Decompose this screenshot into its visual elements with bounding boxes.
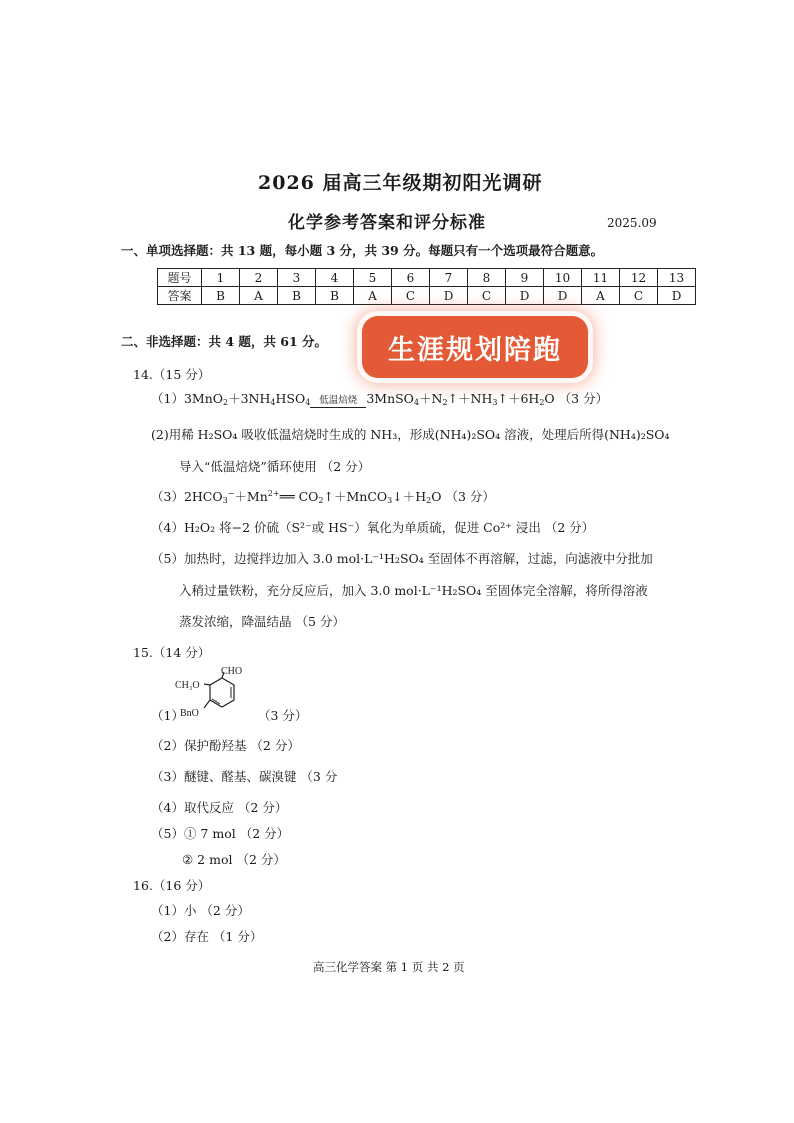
question-number-cell: 1 — [202, 269, 240, 287]
answer-cell: A — [582, 287, 620, 305]
date-label: 2025.09 — [607, 216, 657, 230]
q14-answer-5-line-3: 蒸发浓缩，降温结晶 （5 分） — [179, 614, 345, 629]
question-number-cell: 11 — [582, 269, 620, 287]
q14-a4-text: H₂O₂ 将−2 价硫（S²⁻或 HS⁻）氧化为单质硫，促进 Co²⁺ 浸出 （2 分） — [183, 520, 595, 535]
q14-answer-3: $(3)2HCO_3^-+Mn^{2+}══$ $CO_2↑+MnCO_3↓+H_2O$ （3 分） — [151, 489, 495, 505]
answer-table — [157, 268, 696, 305]
answer-cell: D — [430, 287, 468, 305]
answer-cell: C — [468, 287, 506, 305]
table-header-cell: 题号 — [158, 269, 202, 287]
q14-a4-number: （4） — [151, 520, 184, 535]
benzyloxy-label: BnO — [180, 708, 199, 719]
q14-answer-5-line-2: 入稍过量铁粉，充分反应后，加入 3.0 mol·L⁻¹H₂SO₄ 至固体完全溶解，将所得溶液 — [179, 583, 648, 598]
benzaldehyde-structure-icon — [172, 664, 248, 724]
q16-heading: 16.（16 分） — [133, 878, 211, 893]
q14-answer-1: $(1)3MnO_2+3NH_4HSO_4$ 低温焙烧 $3MnSO_4+N_2↑+NH_3↑+6H_2O$ （3 分） — [151, 391, 609, 407]
answer-cell: D — [658, 287, 696, 305]
q15-a1-number: （1） — [151, 708, 184, 723]
question-number-cell: 6 — [392, 269, 430, 287]
q14-a1-score: （3 分） — [558, 391, 609, 406]
watermark-sticker: 生涯规划陪跑 — [362, 316, 588, 378]
q15-answer-5-2: ② 2 mol （2 分） — [182, 852, 286, 867]
q15-answer-3: （3）醚键、醛基、碳溴键 （3 分 — [151, 769, 338, 784]
answer-cell: D — [544, 287, 582, 305]
question-number-cell: 9 — [506, 269, 544, 287]
question-number-cell: 8 — [468, 269, 506, 287]
answer-cell: A — [354, 287, 392, 305]
section-1-heading: 一、单项选择题：共 13 题，每小题 3 分，共 39 分。每题只有一个选项最符合题意。 — [121, 243, 604, 258]
table-header-cell: 答案 — [158, 287, 202, 305]
cho-label: CHO — [221, 666, 243, 677]
q14-a1-number: （1） — [151, 391, 184, 406]
reaction-condition: 低温焙烧 — [319, 395, 358, 406]
question-number-cell: 12 — [620, 269, 658, 287]
q14-answer-5-line-1: （5）加热时，边搅拌边加入 3.0 mol·L⁻¹H₂SO₄ 至固体不再溶解，过滤，向滤液中分批加 — [151, 551, 653, 566]
q15-a1-score: （3 分） — [258, 708, 308, 723]
q14-a3-number: （3） — [151, 489, 184, 504]
question-number-cell: 7 — [430, 269, 468, 287]
table-row-numbers — [158, 269, 696, 287]
q16-answer-2: （2）存在 （1 分） — [151, 929, 263, 944]
question-number-cell: 5 — [354, 269, 392, 287]
q14-heading: 14.（15 分） — [133, 367, 211, 382]
q14-answer-2-line-1: (2)用稀 H₂SO₄ 吸收低温焙烧时生成的 NH₃，形成(NH₄)₂SO₄ 溶液，处理后所得(NH₄)₂SO₄ — [151, 427, 670, 442]
q16-answer-1: （1）小 （2 分） — [151, 903, 250, 918]
question-number-cell: 13 — [658, 269, 696, 287]
page-subtitle: 化学参考答案和评分标准 — [288, 213, 486, 233]
page-footer: 高三化学答案 第 1 页 共 2 页 — [313, 960, 465, 974]
q14-a3-score: （3 分） — [445, 489, 495, 504]
answer-cell: D — [506, 287, 544, 305]
q15-answer-4: （4）取代反应 （2 分） — [151, 800, 288, 815]
q14-answer-2-line-2: 导入“低温焙烧”循环使用 （2 分） — [179, 459, 371, 474]
answer-cell: C — [620, 287, 658, 305]
q15-answer-2: （2）保护酚羟基 （2 分） — [151, 738, 300, 753]
answer-cell: B — [202, 287, 240, 305]
question-number-cell: 10 — [544, 269, 582, 287]
table-row-answers — [158, 287, 696, 305]
question-number-cell: 3 — [278, 269, 316, 287]
answer-cell: B — [316, 287, 354, 305]
q15-heading: 15.（14 分） — [133, 645, 211, 660]
page-title: 2026 届高三年级期初阳光调研 — [258, 172, 543, 194]
answer-cell: B — [278, 287, 316, 305]
methoxy-label: CH₃O — [175, 680, 200, 691]
q14-answer-4 — [151, 518, 594, 536]
q15-answer-5-1: （5）① 7 mol （2 分） — [151, 826, 290, 841]
section-2-heading: 二、非选择题：共 4 题，共 61 分。 — [121, 334, 328, 349]
reaction-arrow — [310, 396, 366, 408]
question-number-cell: 4 — [316, 269, 354, 287]
answer-cell: A — [240, 287, 278, 305]
question-number-cell: 2 — [240, 269, 278, 287]
answer-cell: C — [392, 287, 430, 305]
